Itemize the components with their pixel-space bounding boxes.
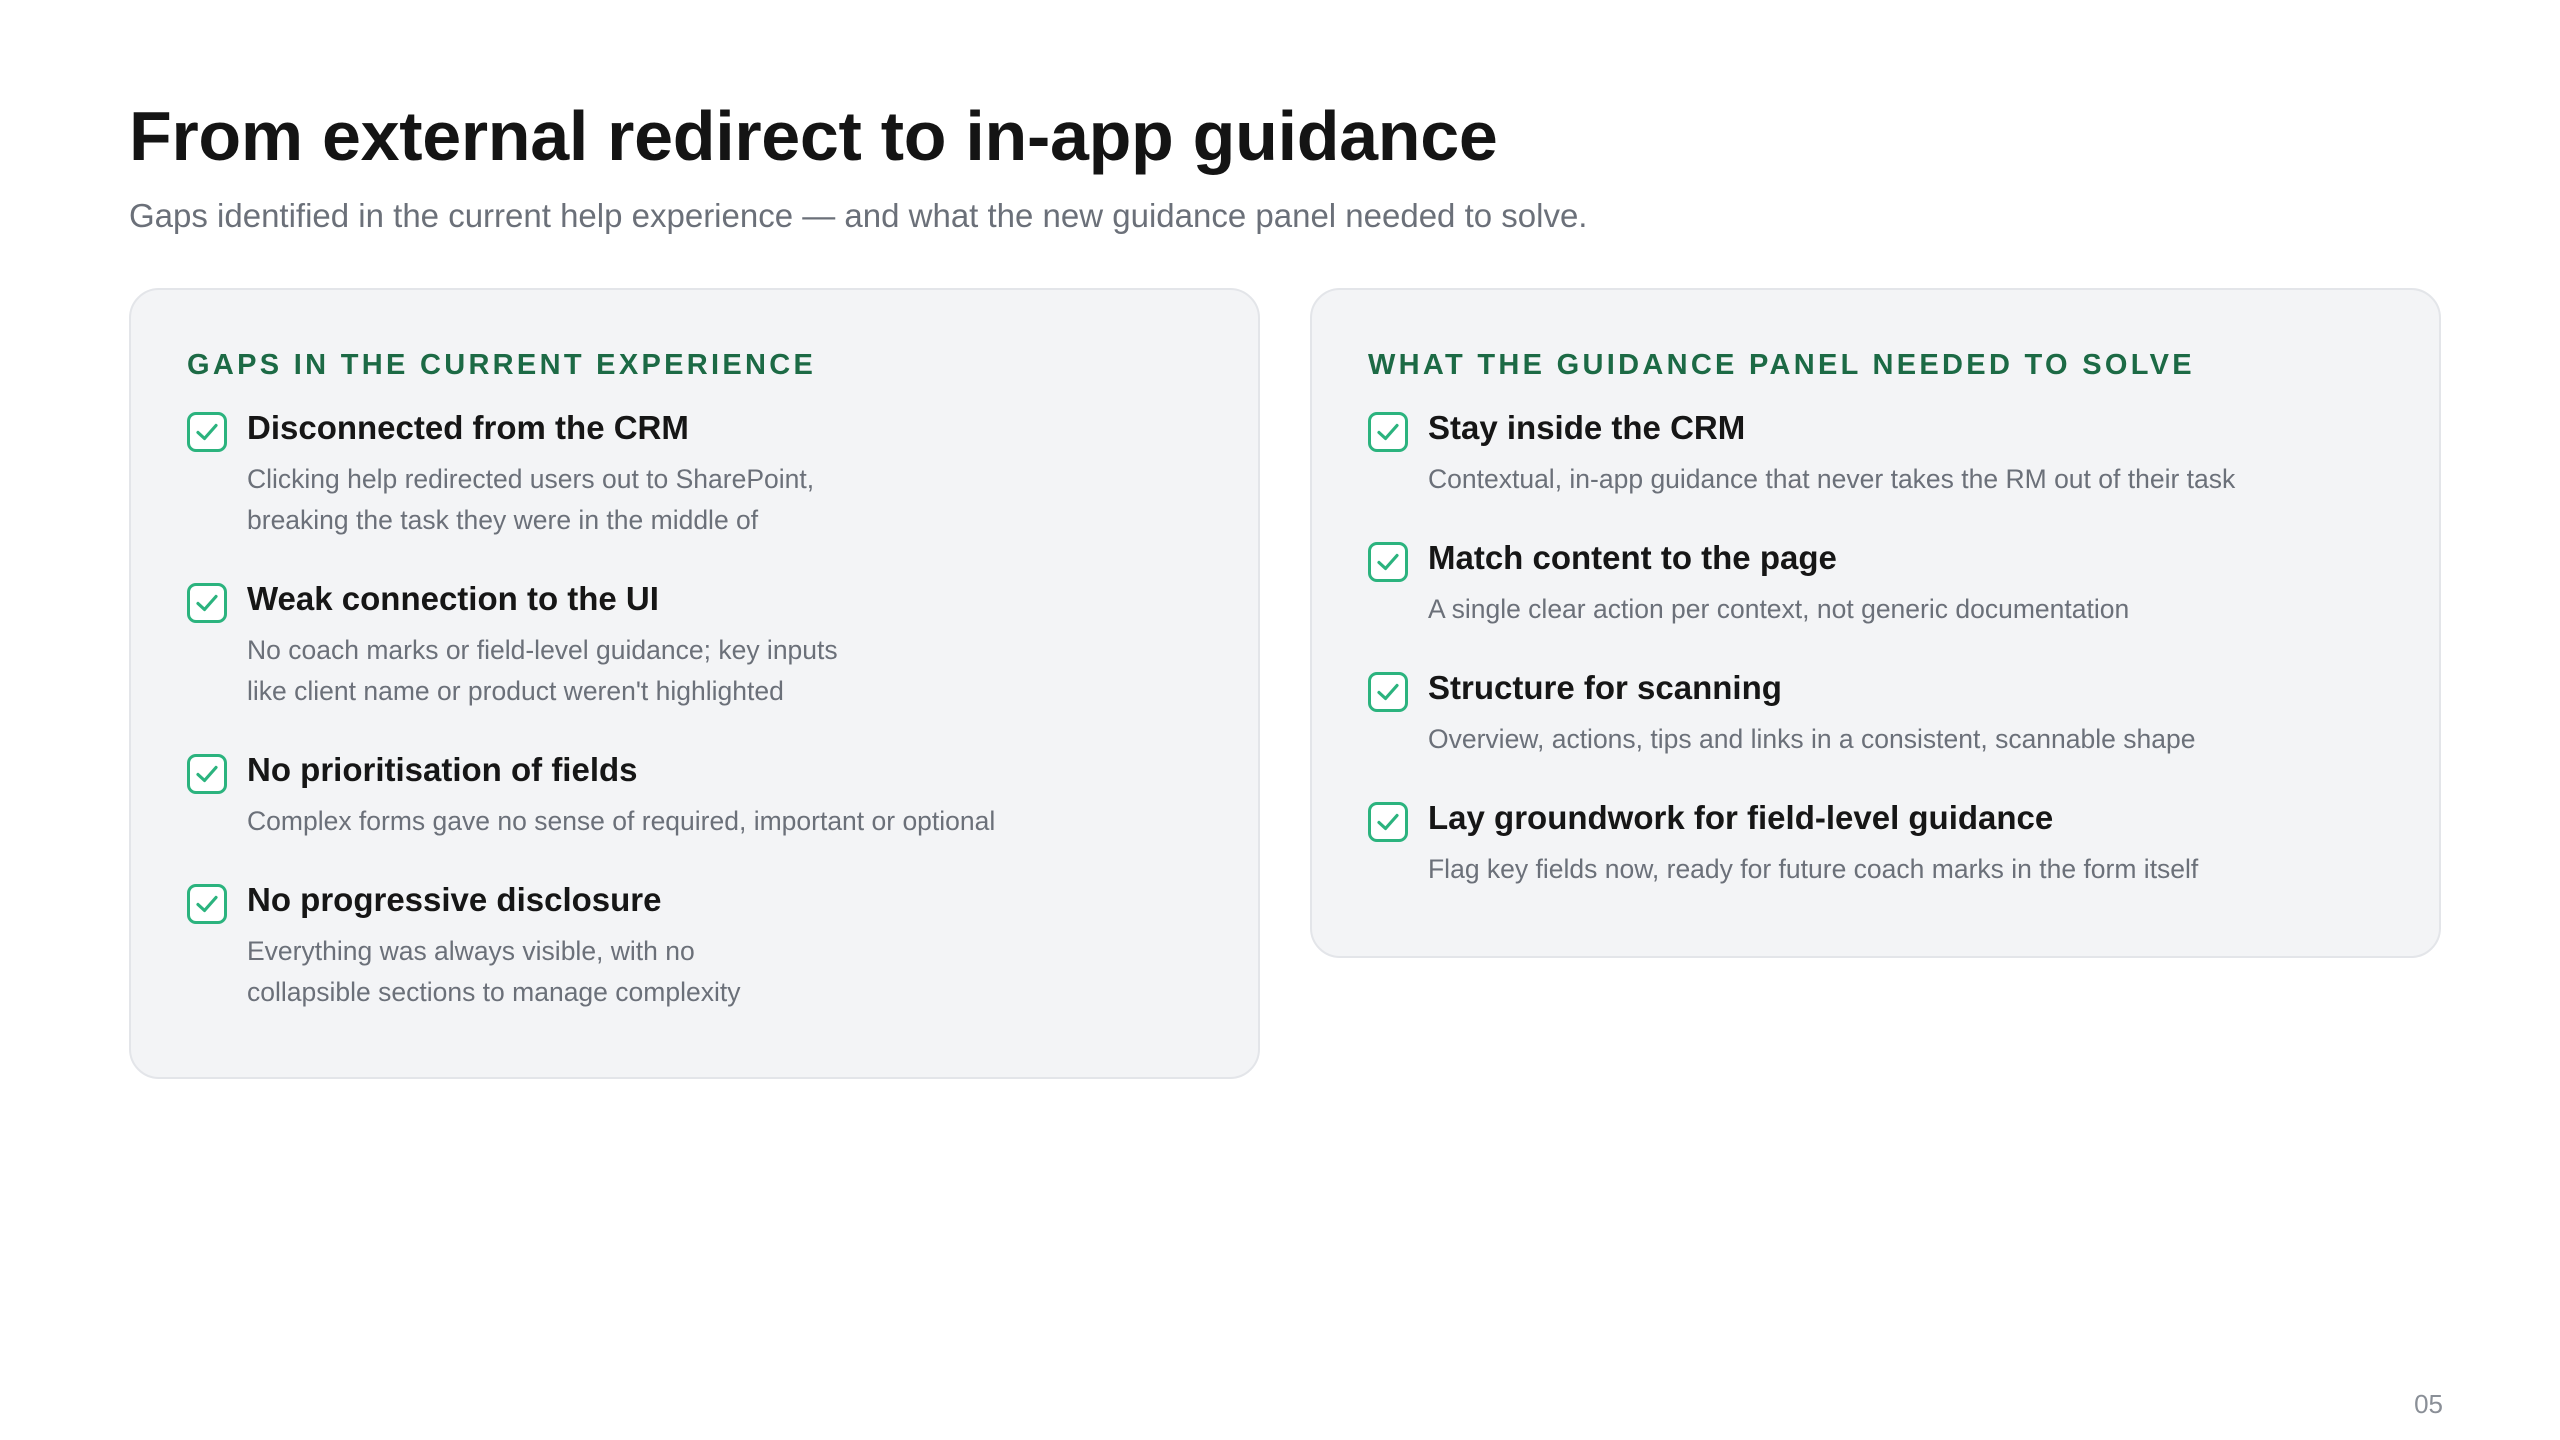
solution-item-description: Overview, actions, tips and links in a consistent, scannable shape <box>1428 724 2196 754</box>
gap-item-description: Everything was always visible, with no collapsible sections to manage complexity <box>247 936 741 1007</box>
checkbox-checked-icon <box>187 583 227 623</box>
page-number: 05 <box>2414 1389 2443 1419</box>
gap-item-no-prioritisation <box>187 749 1202 842</box>
gap-item-disconnected <box>187 407 1202 541</box>
solutions-card-heading: WHAT THE GUIDANCE PANEL NEEDED TO SOLVE <box>1368 349 2195 381</box>
solution-item-stay-inside-crm <box>1368 407 2383 500</box>
gap-item-description: Complex forms gave no sense of required, important or optional <box>247 806 996 836</box>
solutions-card <box>1310 288 2441 958</box>
solution-item-title: Match content to the page <box>1428 539 1837 576</box>
checkbox-checked-icon <box>1368 412 1408 452</box>
gap-item-title: Disconnected from the CRM <box>247 409 689 446</box>
gap-item-description: Clicking help redirected users out to SharePoint, breaking the task they were in the middle of <box>247 464 815 535</box>
solution-item-title: Stay inside the CRM <box>1428 409 1746 446</box>
page-subtitle: Gaps identified in the current help experience — and what the new guidance panel needed to solve. <box>129 197 1588 234</box>
solution-item-description: Contextual, in-app guidance that never takes the RM out of their task <box>1428 464 2236 494</box>
page-title: From external redirect to in-app guidance <box>129 97 1498 175</box>
checkbox-checked-icon <box>1368 542 1408 582</box>
gap-item-weak-connection <box>187 578 1202 712</box>
checkbox-checked-icon <box>187 754 227 794</box>
solution-item-field-level-groundwork <box>1368 797 2383 890</box>
solution-item-description: Flag key fields now, ready for future coach marks in the form itself <box>1428 854 2199 884</box>
gap-item-no-progressive-disclosure <box>187 879 1202 1013</box>
solution-item-description: A single clear action per context, not generic documentation <box>1428 594 2130 624</box>
gap-item-title: No prioritisation of fields <box>247 751 638 788</box>
checkbox-checked-icon <box>187 884 227 924</box>
gaps-card-heading: GAPS IN THE CURRENT EXPERIENCE <box>187 349 817 381</box>
checkbox-checked-icon <box>187 412 227 452</box>
gap-item-description: No coach marks or field-level guidance; key inputs like client name or product weren't highlighted <box>247 635 838 706</box>
checkbox-checked-icon <box>1368 672 1408 712</box>
solution-item-title: Lay groundwork for field-level guidance <box>1428 799 2054 836</box>
gaps-card <box>129 288 1260 1079</box>
gap-item-title: No progressive disclosure <box>247 881 662 918</box>
solution-item-match-content <box>1368 537 2383 630</box>
checkbox-checked-icon <box>1368 802 1408 842</box>
gap-item-title: Weak connection to the UI <box>247 580 659 617</box>
solution-item-structure-for-scanning <box>1368 667 2383 760</box>
solution-item-title: Structure for scanning <box>1428 669 1782 706</box>
